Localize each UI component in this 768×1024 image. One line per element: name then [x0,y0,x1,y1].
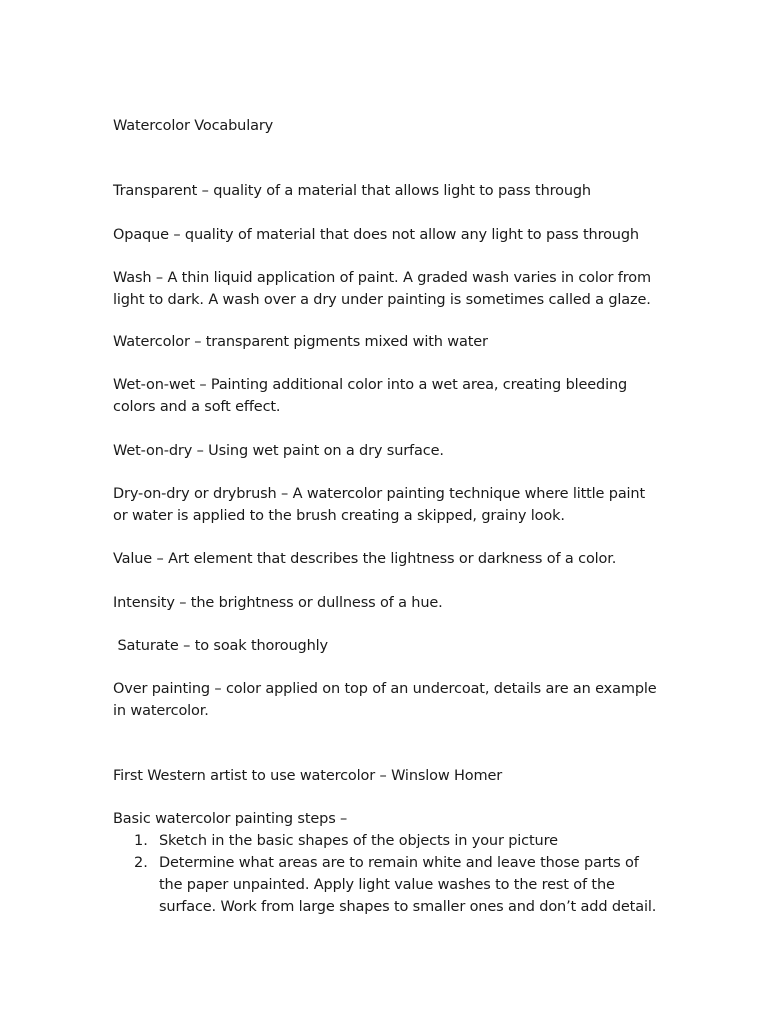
definition-over-painting-line-1: Over painting – color applied on top of an undercoat, details are an example [113,681,657,697]
step-text-line: the paper unpainted. Apply light value washes to the rest of the [159,877,615,893]
step-number: 1. [134,833,148,849]
definition-wet-on-wet-line-1: Wet-on-wet – Painting additional color into a wet area, creating bleeding [113,377,628,393]
definition-drybrush-line-2: or water is applied to the brush creating a skipped, grainy look. [113,508,565,524]
document-title: Watercolor Vocabulary [113,118,274,134]
first-artist-line: First Western artist to use watercolor – Winslow Homer [113,768,503,784]
definition-wet-on-wet-line-2: colors and a soft effect. [113,399,281,415]
definition-wash-line-2: light to dark. A wash over a dry under painting is sometimes called a glaze. [113,292,651,308]
definition-watercolor: Watercolor – transparent pigments mixed with water [113,334,488,350]
definition-wash-line-1: Wash – A thin liquid application of paint. A graded wash varies in color from [113,270,651,286]
definition-transparent: Transparent – quality of a material that allows light to pass through [113,183,591,199]
steps-heading: Basic watercolor painting steps – [113,811,348,827]
definition-saturate: Saturate – to soak thoroughly [113,638,328,654]
definition-drybrush-line-1: Dry-on-dry or drybrush – A watercolor painting technique where little paint [113,486,646,502]
definition-opaque: Opaque – quality of material that does not allow any light to pass through [113,227,639,243]
definition-value: Value – Art element that describes the lightness or darkness of a color. [113,551,617,567]
step-text-line: Determine what areas are to remain white and leave those parts of [159,855,639,871]
step-text-line: Sketch in the basic shapes of the objects in your picture [159,833,558,849]
definition-wet-on-dry: Wet-on-dry – Using wet paint on a dry surface. [113,443,444,459]
step-text-line: surface. Work from large shapes to smaller ones and don’t add detail. [159,899,657,915]
definition-intensity: Intensity – the brightness or dullness of a hue. [113,595,443,611]
definition-over-painting-line-2: in watercolor. [113,703,209,719]
step-number: 2. [134,855,148,871]
